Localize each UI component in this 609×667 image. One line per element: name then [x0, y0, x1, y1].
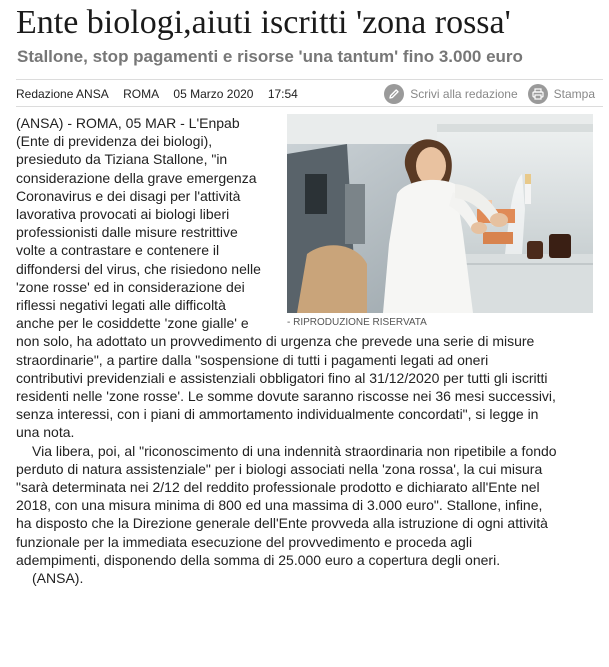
text-line: 'zone rosse' ed in considerazione dei [16, 278, 245, 295]
text-line: professionisti dalle misure restrittive [16, 224, 238, 241]
headline: Ente biologi,aiuti iscritti 'zona rossa' [16, 4, 511, 41]
text-line: riflessi negativi legati alle difficoltà [16, 297, 226, 314]
text-line: una nota. [16, 424, 75, 441]
text-line: diffondersi del virus, che risiedono nelle [16, 260, 261, 277]
paragraph-2 [16, 442, 597, 569]
place: ROMA [123, 87, 160, 101]
text-line: (ANSA) - ROMA, 05 MAR - L'Enpab [16, 115, 240, 131]
text-line: perduto di natura assistenziale" per i biologi associati nella 'zona rossa', la cui misura [16, 460, 543, 477]
article-meta [16, 87, 309, 101]
article-actions [374, 83, 595, 105]
text-line: funzionale per la immediata esecuzione del provvedimento e proceda agli [16, 533, 473, 550]
date: 05 Marzo 2020 [173, 87, 254, 101]
text-line: contributivi previdenziali e assistenziali obbligatori fino al 31/12/2020 per tutti gli iscritti [16, 369, 548, 386]
text-line: residenti nelle 'zone rosse'. Le somme dovute saranno riscosse nei 36 mesi successivi, [16, 388, 556, 405]
printer-icon [528, 84, 548, 104]
text-line: Via libera, poi, al "riconoscimento di una indennità straordinaria non ripetibile a fondo [32, 442, 557, 459]
text-line: 2018, con una misura minima di 800 ed una massima di 3.000 euro". Stallone, infine, [16, 497, 543, 514]
text-line: lavorativa provocati ai biologi liberi [16, 206, 230, 223]
text-line: non solo, ha adottato un provvedimento di urgenza che prevede una serie di misure [16, 333, 535, 350]
print-button[interactable] [528, 84, 595, 104]
pencil-icon [384, 84, 404, 104]
article-body [16, 114, 597, 587]
divider-meta [16, 106, 603, 107]
text-line: ha disposto che la Direzione generale dell'Ente provveda alla istruzione di ogni attività [16, 515, 548, 532]
text-line: volte a contrastare e contenere il [16, 242, 220, 259]
signoff-text: (ANSA). [32, 570, 84, 587]
write-to-editors-link[interactable] [384, 84, 517, 104]
text-line: Coronavirus e dei disagi per l'attività [16, 187, 241, 204]
image-caption: - RIPRODUZIONE RISERVATA [287, 317, 427, 328]
text-line: (Ente di previdenza dei biologi), [16, 133, 213, 150]
subtitle: Stallone, stop pagamenti e risorse 'una tantum' fino 3.000 euro [17, 47, 523, 66]
text-line: straordinarie", a partire dalla "sospensione di tutti i pagamenti legati ad oneri [16, 351, 489, 368]
signoff [16, 569, 597, 587]
time: 17:54 [267, 87, 298, 101]
text-line: senza interessi, con i piani di ammortamento individualmente concordati", si legge in [16, 406, 539, 423]
write-to-editors-label: Scrivi alla redazione [410, 87, 518, 101]
print-label: Stampa [553, 87, 595, 101]
text-line: presieduto da Tiziana Stallone, "in [16, 151, 228, 168]
text-line: considerazione della grave emergenza [16, 169, 257, 186]
paragraph-1 [16, 114, 597, 442]
author: Redazione ANSA [16, 87, 109, 101]
divider-top [16, 79, 603, 80]
text-line: "sarà determinata nei 2/12 del reddito professionale prodotto e dichiarato all'Ente nel [16, 479, 540, 496]
text-line: adempimenti, disponendo della somma di 25.000 euro a copertura degli oneri. [16, 551, 501, 568]
text-line: anche per le cosiddette 'zone gialle' e [16, 315, 249, 332]
